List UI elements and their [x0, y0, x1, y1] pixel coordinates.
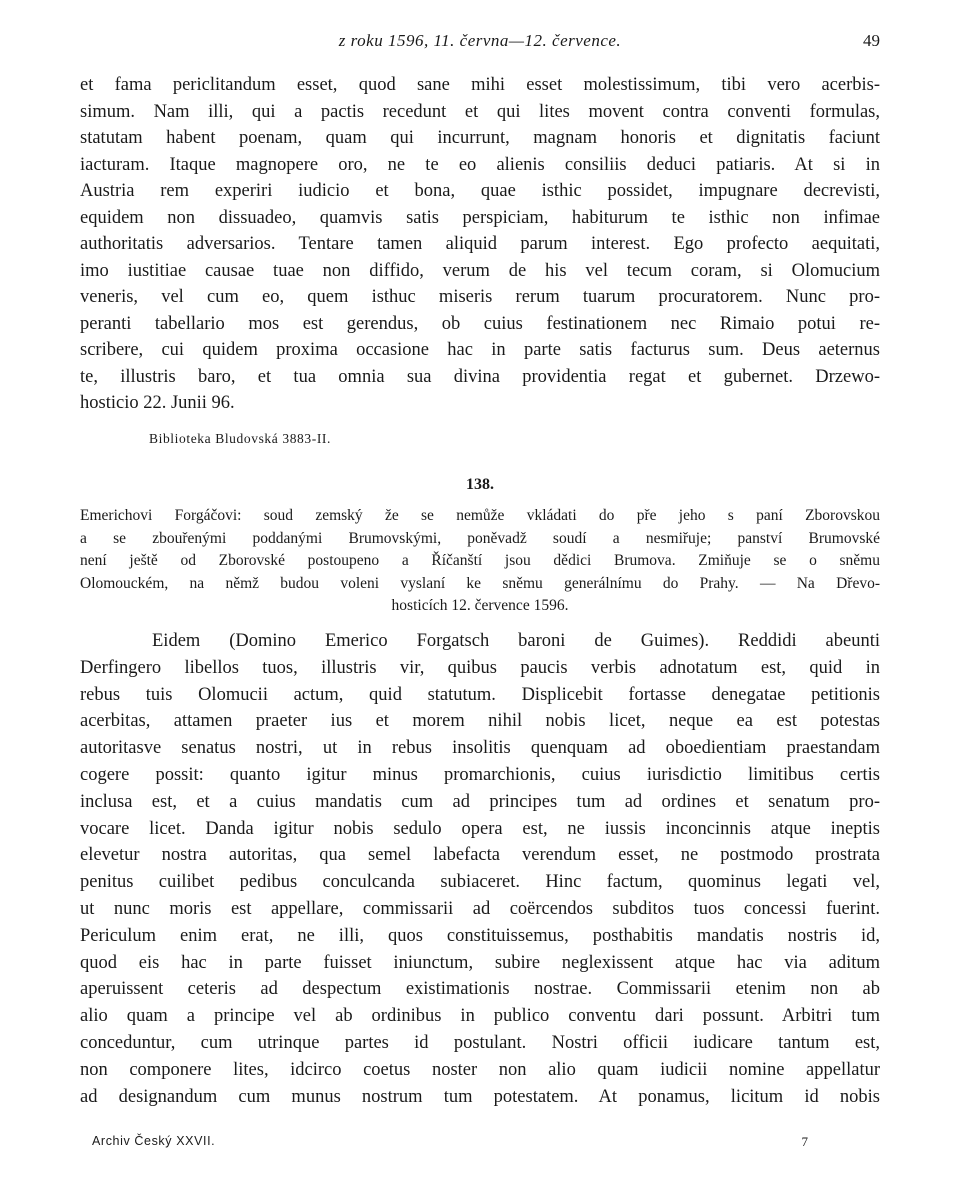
text-line: rebus tuis Olomucii actum, quid statutum. Displicebit fortasse denegatae petitionis: [80, 684, 880, 705]
text-line: alio quam a principe vel ab ordinibus in publico conventu dari possunt. Arbitri tum: [80, 1006, 880, 1027]
text-line: conceduntur, cum utrinque partes id postulant. Nostri officii iudicare tantum est,: [80, 1033, 880, 1053]
text-line: scribere, cui quidem proxima occasione hac in parte satis facturus sum. Deus aeternus: [80, 340, 880, 360]
text-line: Periculum enim erat, ne illi, quos constituissemus, posthabitis mandatis nostris id,: [80, 925, 880, 946]
source-note: Biblioteka Bludovská 3883-II.: [149, 431, 332, 446]
running-title: z roku 1596, 11. června—12. července.: [338, 31, 622, 50]
text-line: inclusa est, et a cuius mandatis cum ad principes tum ad ordines et senatum pro-: [80, 791, 880, 812]
text-line: et fama periclitandum esset, quod sane mihi esset molestissimum, tibi vero acerbis-: [80, 75, 880, 95]
summary-line: hosticích 12. července 1596.: [391, 597, 569, 614]
text-line: autoritasve senatus nostri, ut in rebus insolitis quenquam ad oboedientiam praestandam: [80, 738, 880, 759]
text-line: imo iustitiae causae tuae non diffido, verum de his vel tecum coram, si Olomucium: [80, 260, 880, 281]
text-line: vocare licet. Danda igitur nobis sedulo opera est, ne iussis inconcinnis atque ineptis: [80, 818, 880, 839]
sheet-number: 7: [801, 1134, 808, 1149]
text-line: hosticio 22. Junii 96.: [80, 393, 235, 413]
summary-line: není ještě od Zborovské postoupeno a Říčanští jsou dědici Brumova. Zmiňuje se o sněmu: [80, 552, 880, 569]
text-line: non componere lites, idcirco coetus noster non alio quam iudicii nomine appellatur: [80, 1059, 880, 1080]
text-line: aperuissent ceteris ad despectum existimationis nostrae. Commissarii etenim non ab: [80, 979, 880, 1000]
text-line: cogere possit: quanto igitur minus promarchionis, cuius iurisdictio limitibus certis: [80, 765, 880, 785]
text-line: peranti tabellario mos est gerendus, ob cuius festinationem nec Rimaio potui re-: [80, 313, 880, 334]
text-line: Austria rem experiri iudicio et bona, quae isthic possidet, impugnare decrevisti,: [80, 181, 880, 201]
summary-line: Olomouckém, na němž budou voleni vyslaní ke sněmu generálnímu do Prahy. — Na Dřevo-: [80, 574, 880, 592]
summary-line: a se zbouřenými poddanými Brumovskými, poněvadž soudí a nesmiřuje; panství Brumovské: [80, 529, 880, 547]
signature-mark: Archiv Český XXVII.: [92, 1134, 216, 1148]
text-line: simum. Nam illi, qui a pactis recedunt et qui lites movent contra conventi formulas,: [80, 101, 880, 122]
text-line: ad designandum cum munus nostrum tum potestatem. At ponamus, licitum id nobis: [80, 1086, 880, 1107]
text-line: ut nunc moris est appellare, commissarii ad coërcendos subditos tuos concessi fuerint.: [80, 899, 880, 919]
page-footer: [92, 1134, 808, 1154]
text-line: acerbitas, attamen praeter ius et morem nihil nobis licet, neque ea est potestas: [80, 711, 880, 732]
text-line: quod eis hac in parte fuisset iniunctum, subire neglexissent atque hac via aditum: [80, 952, 880, 973]
page-number: 49: [863, 31, 880, 50]
text-line: iacturam. Itaque magnopere oro, ne te eo alienis consiliis deduci patiaris. At si in: [80, 154, 880, 175]
text-line: te, illustris baro, et tua omnia sua divina providentia regat et gubernet. Drzewo-: [80, 366, 880, 387]
text-line: Derfingero libellos tuos, illustris vir, quibus paucis verbis adnotatum est, quid in: [80, 657, 880, 678]
page-header: [80, 31, 880, 57]
text-line: equidem non dissuadeo, quamvis satis perspiciam, habiturum te isthic non infimae: [80, 207, 880, 228]
summary-line: Emerichovi Forgáčovi: soud zemský že se nemůže vkládati do pře jeho s paní Zborovskou: [80, 507, 880, 524]
text-line: authoritatis adversarios. Tentare tamen aliquid parum interest. Ego profecto aequitati,: [80, 234, 880, 254]
text-line: Eidem (Domino Emerico Forgatsch baroni de Guimes). Reddidi abeunti: [152, 631, 880, 651]
text-line: statutam habent poenam, quam qui incurrunt, magnam honoris et dignitatis faciunt: [80, 128, 880, 148]
text-line: elevetur nostra autoritas, qua semel labefacta verendum esset, ne postmodo prostrata: [80, 845, 880, 866]
document-number: 138.: [466, 476, 494, 493]
text-line: veneris, vel cum eo, quem isthuc miseris rerum tuarum procuratorem. Nunc pro-: [80, 287, 880, 307]
text-line: penitus cuilibet pedibus conculcanda subiaceret. Hinc factum, quominus legati vel,: [80, 872, 880, 893]
